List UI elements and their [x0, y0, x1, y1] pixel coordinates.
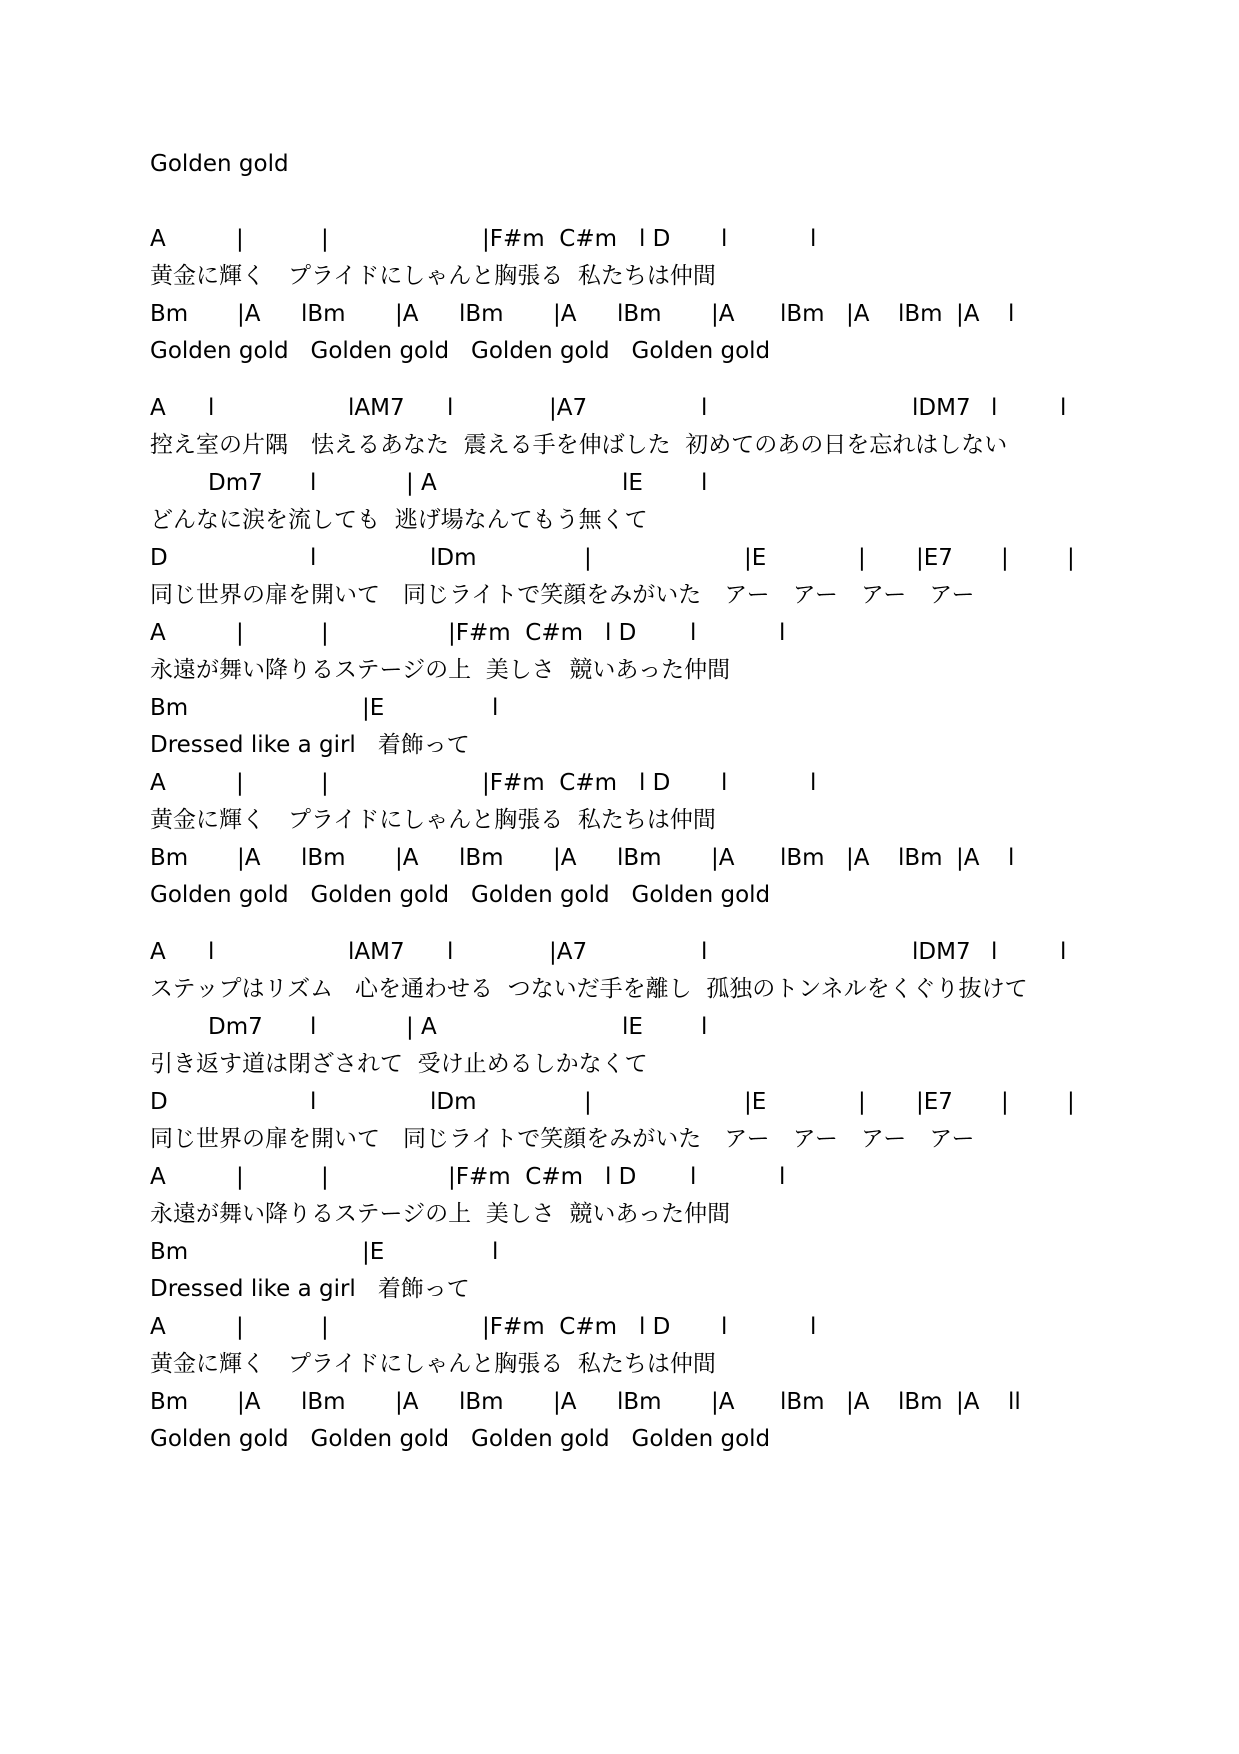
chord-symbol: lBm [780, 301, 825, 327]
chord-symbol: |A [237, 1389, 261, 1415]
chord-symbol: | [321, 620, 329, 646]
chord-symbol: | [321, 1314, 329, 1340]
chord-symbol: Bm [150, 845, 189, 871]
chord-symbol: |E7 [916, 1089, 953, 1115]
chord-line [150, 1009, 1199, 1045]
chord-symbol: A [150, 1314, 166, 1340]
lyric-text: 黄金に輝く プライドにしゃんと胸張る 私たちは仲間 [150, 1351, 716, 1377]
chord-symbol: | [1067, 545, 1075, 571]
lyric-text: 永遠が舞い降りるステージの上 美しさ 競いあった仲間 [150, 657, 731, 683]
chord-symbol: |E [362, 695, 385, 721]
lyric-line [150, 1421, 1199, 1457]
chord-symbol: l [721, 226, 728, 252]
chord-symbol: |F#m C#m l D [482, 226, 671, 252]
chord-symbol: l [310, 1014, 317, 1040]
lyric-line [150, 1046, 1199, 1082]
lyric-line [150, 652, 1199, 688]
chord-symbol: lBm [780, 1389, 825, 1415]
chord-symbol: A [150, 770, 166, 796]
chord-line [150, 296, 1199, 332]
lyric-text: どんなに涙を流しても 逃げ場なんてもう無くて [150, 507, 648, 533]
chord-symbol: |A [395, 301, 419, 327]
chord-symbol: D [150, 545, 168, 571]
chord-symbol: |E7 [916, 545, 953, 571]
chord-symbol: |F#m C#m l D [482, 1314, 671, 1340]
chord-symbol: l [447, 939, 454, 965]
lyric-line [150, 1121, 1199, 1157]
chord-line [150, 1084, 1199, 1120]
chord-symbol: |E [744, 545, 767, 571]
chord-symbol: |A [237, 301, 261, 327]
chord-symbol: lBm [459, 845, 504, 871]
chord-symbol: |A [711, 845, 735, 871]
chord-symbol: lBm [617, 301, 662, 327]
chord-symbol: |A [956, 301, 980, 327]
chord-symbol: lBm [617, 1389, 662, 1415]
chord-symbol: |A [553, 1389, 577, 1415]
chord-symbol: l [701, 1014, 708, 1040]
chord-symbol: lBm [617, 845, 662, 871]
chord-symbol: |A7 [549, 395, 588, 421]
chord-symbol: l [810, 770, 817, 796]
chord-symbol: l [701, 470, 708, 496]
chord-symbol: l [1060, 939, 1067, 965]
chord-symbol: l [779, 1164, 786, 1190]
chord-symbol: |A [553, 845, 577, 871]
chord-symbol: l [447, 395, 454, 421]
chord-symbol: |F#m C#m l D [482, 770, 671, 796]
lyric-text: 控え室の片隅 怯えるあなた 震える手を伸ばした 初めてのあの日を忘れはしない [150, 432, 1008, 458]
chord-symbol: | A [406, 1014, 437, 1040]
lyric-text: Dressed like a girl 着飾って [150, 1276, 470, 1302]
chord-line [150, 390, 1199, 426]
chord-symbol: |A [395, 1389, 419, 1415]
lyric-text: Golden gold Golden gold Golden gold Golden gold [150, 338, 771, 364]
chord-symbol: Dm7 [208, 1014, 263, 1040]
lyric-text: Golden gold Golden gold Golden gold Golden gold [150, 1426, 771, 1452]
chord-symbol: l [991, 395, 998, 421]
lyric-text: 同じ世界の扉を開いて 同じライトで笑顔をみがいた アー アー アー アー [150, 1126, 975, 1152]
chord-line [150, 540, 1199, 576]
chord-symbol: | [1001, 1089, 1009, 1115]
lyric-text: 黄金に輝く プライドにしゃんと胸張る 私たちは仲間 [150, 263, 716, 289]
chord-symbol: |A [846, 845, 870, 871]
lyric-text: Golden gold Golden gold Golden gold Golden gold [150, 882, 771, 908]
chord-symbol: |E [362, 1239, 385, 1265]
chord-symbol: A [150, 395, 166, 421]
chord-symbol: A [150, 620, 166, 646]
chord-symbol: lE [622, 1014, 643, 1040]
chord-symbol: lBm [898, 1389, 943, 1415]
lyric-text: ステップはリズム 心を通わせる つないだ手を離し 孤独のトンネルをくぐり抜けて [150, 976, 1028, 1002]
chord-symbol: |F#m C#m l D [448, 1164, 637, 1190]
lyric-line [150, 333, 1199, 369]
lyric-line [150, 258, 1199, 294]
chord-line [150, 765, 1199, 801]
chord-symbol: Dm7 [208, 470, 263, 496]
chord-symbol: lBm [459, 301, 504, 327]
lyric-line [150, 1196, 1199, 1232]
chord-symbol: lAM7 [348, 395, 405, 421]
chord-symbol: l [310, 1089, 317, 1115]
lyric-line [150, 427, 1199, 463]
chord-symbol: lE [622, 470, 643, 496]
chord-symbol: |A [553, 301, 577, 327]
chord-symbol: l [1008, 301, 1015, 327]
chord-symbol: |A [956, 1389, 980, 1415]
chord-symbol: lAM7 [348, 939, 405, 965]
chord-symbol: l [721, 770, 728, 796]
chord-symbol: lBm [898, 845, 943, 871]
chord-symbol: lDm [430, 1089, 477, 1115]
chord-symbol: lBm [301, 1389, 346, 1415]
chord-symbol: l [690, 1164, 697, 1190]
lyric-text: 引き返す道は閉ざされて 受け止めるしかなくて [150, 1051, 648, 1077]
chord-symbol: ll [1008, 1389, 1021, 1415]
chord-symbol: lDm [430, 545, 477, 571]
chord-symbol: |A [711, 1389, 735, 1415]
chord-symbol: |A [846, 301, 870, 327]
chord-symbol: |A [395, 845, 419, 871]
chord-symbol: l [701, 395, 708, 421]
chord-line [150, 934, 1199, 970]
chord-symbol: A [150, 226, 166, 252]
chord-line [150, 1384, 1199, 1420]
chord-symbol: lBm [301, 301, 346, 327]
chord-symbol: Bm [150, 695, 189, 721]
chord-symbol: |F#m C#m l D [448, 620, 637, 646]
chord-symbol: | [236, 770, 244, 796]
chord-symbol: l [1008, 845, 1015, 871]
chord-symbol: lDM7 [912, 939, 971, 965]
chord-symbol: l [492, 695, 499, 721]
chord-symbol: |A7 [549, 939, 588, 965]
chord-symbol: l [690, 620, 697, 646]
chord-symbol: l [492, 1239, 499, 1265]
chord-symbol: l [1060, 395, 1067, 421]
lyric-text: 同じ世界の扉を開いて 同じライトで笑顔をみがいた アー アー アー アー [150, 582, 975, 608]
lyric-line [150, 971, 1199, 1007]
chord-symbol: | [236, 620, 244, 646]
chord-symbol: |A [237, 845, 261, 871]
chord-symbol: | [858, 1089, 866, 1115]
chord-symbol: | [858, 545, 866, 571]
song-title: Golden gold [150, 151, 289, 177]
chord-symbol: | [236, 226, 244, 252]
chord-symbol: lBm [301, 845, 346, 871]
chord-symbol: | [584, 1089, 592, 1115]
chord-symbol: l [810, 1314, 817, 1340]
chord-line [150, 1159, 1199, 1195]
chord-symbol: | [321, 226, 329, 252]
chord-symbol: l [310, 470, 317, 496]
chord-symbol: l [991, 939, 998, 965]
chord-line [150, 221, 1199, 257]
chord-symbol: | [236, 1164, 244, 1190]
chord-symbol: l [779, 620, 786, 646]
lyric-line [150, 877, 1199, 913]
chord-symbol: A [150, 1164, 166, 1190]
chord-symbol: | [1067, 1089, 1075, 1115]
chord-symbol: l [721, 1314, 728, 1340]
chord-symbol: | [321, 1164, 329, 1190]
chord-symbol: | [584, 545, 592, 571]
chord-symbol: l [701, 939, 708, 965]
lyric-line [150, 1271, 1199, 1307]
lyric-line [150, 577, 1199, 613]
chord-line [150, 465, 1199, 501]
chord-symbol: lBm [459, 1389, 504, 1415]
lyric-line [150, 1346, 1199, 1382]
chord-line [150, 690, 1199, 726]
chord-line [150, 840, 1199, 876]
chord-symbol: A [150, 939, 166, 965]
lyric-text: 黄金に輝く プライドにしゃんと胸張る 私たちは仲間 [150, 807, 716, 833]
lyric-line [150, 502, 1199, 538]
chord-symbol: Bm [150, 301, 189, 327]
chord-symbol: | [321, 770, 329, 796]
chord-symbol: Bm [150, 1239, 189, 1265]
chord-symbol: |A [956, 845, 980, 871]
chord-symbol: l [208, 395, 215, 421]
lyric-line [150, 727, 1199, 763]
chord-symbol: lDM7 [912, 395, 971, 421]
lyric-line [150, 802, 1199, 838]
chord-symbol: lBm [898, 301, 943, 327]
chord-symbol: |E [744, 1089, 767, 1115]
lyric-text: Dressed like a girl 着飾って [150, 732, 470, 758]
chord-symbol: | [1001, 545, 1009, 571]
chord-line [150, 615, 1199, 651]
lyric-text: 永遠が舞い降りるステージの上 美しさ 競いあった仲間 [150, 1201, 731, 1227]
chord-line [150, 1234, 1199, 1270]
chord-symbol: |A [711, 301, 735, 327]
chord-symbol: l [810, 226, 817, 252]
chord-line [150, 1309, 1199, 1345]
chord-symbol: |A [846, 1389, 870, 1415]
chord-symbol: l [208, 939, 215, 965]
chord-symbol: Bm [150, 1389, 189, 1415]
chord-symbol: D [150, 1089, 168, 1115]
chord-symbol: | [236, 1314, 244, 1340]
chord-symbol: | A [406, 470, 437, 496]
chord-symbol: l [310, 545, 317, 571]
chord-symbol: lBm [780, 845, 825, 871]
